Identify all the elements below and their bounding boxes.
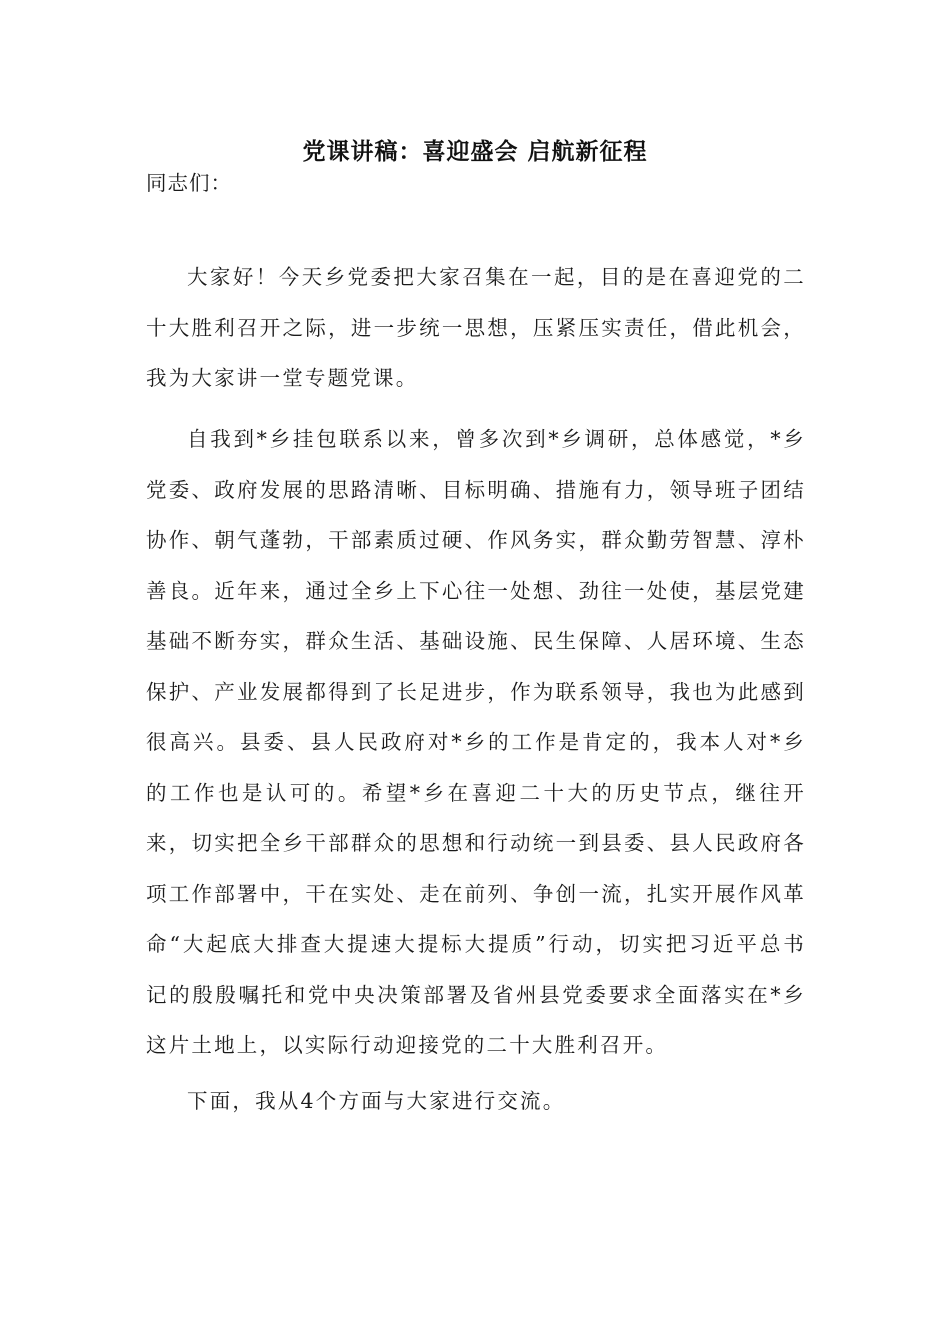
- paragraph-opening: 大家好！今天乡党委把大家召集在一起，目的是在喜迎党的二十大胜利召开之际，进一步统一思想，压紧压实责任，借此机会，我为大家讲一堂专题党课。: [146, 265, 806, 390]
- document-title: 党课讲稿：喜迎盛会 启航新征程: [302, 139, 648, 165]
- salutation: 同志们：: [146, 171, 232, 195]
- paragraph-transition: 下面，我从4个方面与大家进行交流。: [187, 1089, 566, 1113]
- paragraph-main: 自我到*乡挂包联系以来，曾多次到*乡调研，总体感觉，*乡党委、政府发展的思路清晰、目标明确、措施有力，领导班子团结协作、朝气蓬勃，干部素质过硬、作风务实，群众勤劳智慧、淳朴善良。近年来，通过全乡上下心往一处想、劲往一处使，基层党建基础不断夯实，群众生活、基础设施、民生保障、人居环境、生态保护、产业发展都得到了长足进步，作为联系领导，我也为此感到很高兴。县委、县人民政府对*乡的工作是肯定的，我本人对*乡的工作也是认可的。希望*乡在喜迎二十大的历史节点，继往开来，切实把全乡干部群众的思想和行动统一到县委、县人民政府各项工作部署中，干在实处、走在前列、争创一流，扎实开展作风革命“大起底大排查大提速大提标大提质”行动，切实把习近平总书记的殷殷嘱托和党中央决策部署及省州县党委要求全面落实在*乡这片土地上，以实际行动迎接党的二十大胜利召开。: [146, 427, 806, 1057]
